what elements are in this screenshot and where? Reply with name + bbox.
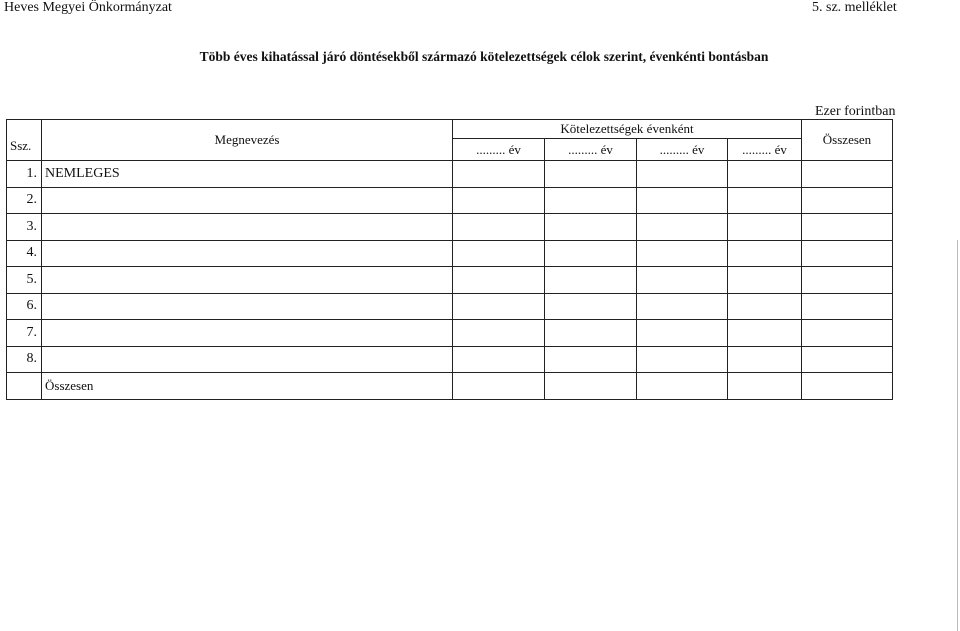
row-name <box>42 320 453 347</box>
total-cell <box>802 346 893 373</box>
value-cell <box>453 373 545 400</box>
row-name <box>42 293 453 320</box>
col-header-group: Kötelezettségek évenként <box>453 120 802 139</box>
row-number: 7. <box>7 320 42 347</box>
annex-number: 5. sz. melléklet <box>812 0 897 15</box>
value-cell <box>637 373 728 400</box>
row-number: 2. <box>7 187 42 214</box>
year-header: ......... év <box>453 139 545 161</box>
row-number: 8. <box>7 346 42 373</box>
total-cell <box>802 293 893 320</box>
value-cell <box>453 161 545 188</box>
value-cell <box>545 373 637 400</box>
row-name <box>42 346 453 373</box>
value-cell <box>637 187 728 214</box>
total-cell <box>802 373 893 400</box>
value-cell <box>545 240 637 267</box>
total-cell <box>802 161 893 188</box>
scan-edge-line <box>957 240 958 631</box>
table-row <box>7 187 893 214</box>
row-name <box>42 267 453 294</box>
total-cell <box>802 240 893 267</box>
year-header: ......... év <box>545 139 637 161</box>
row-number: 5. <box>7 267 42 294</box>
table-row <box>7 320 893 347</box>
row-number: 4. <box>7 240 42 267</box>
row-number: 1. <box>7 161 42 188</box>
row-name <box>42 214 453 241</box>
value-cell <box>728 373 802 400</box>
table-row <box>7 267 893 294</box>
year-header: ......... év <box>637 139 728 161</box>
col-header-name: Megnevezés <box>42 120 453 161</box>
table-row <box>7 214 893 241</box>
table-row <box>7 240 893 267</box>
total-cell <box>802 267 893 294</box>
value-cell <box>453 240 545 267</box>
value-cell <box>453 214 545 241</box>
table-row <box>7 161 893 188</box>
value-cell <box>637 240 728 267</box>
value-cell <box>728 320 802 347</box>
value-cell <box>728 214 802 241</box>
organization-name: Heves Megyei Önkormányzat <box>4 0 172 15</box>
row-name <box>42 187 453 214</box>
value-cell <box>453 293 545 320</box>
row-number: 6. <box>7 293 42 320</box>
value-cell <box>637 161 728 188</box>
value-cell <box>545 346 637 373</box>
value-cell <box>453 320 545 347</box>
value-cell <box>453 267 545 294</box>
table-row <box>7 293 893 320</box>
value-cell <box>545 320 637 347</box>
document-title: Több éves kihatással járó döntésekből származó kötelezettségek célok szerint, évenkénti bontásban <box>199 49 769 64</box>
total-row <box>7 373 893 400</box>
value-cell <box>637 214 728 241</box>
obligations-table <box>6 119 893 400</box>
value-cell <box>545 161 637 188</box>
value-cell <box>453 187 545 214</box>
value-cell <box>728 187 802 214</box>
total-row-number <box>7 373 42 400</box>
value-cell <box>637 320 728 347</box>
total-cell <box>802 320 893 347</box>
col-header-ssz: Ssz. <box>7 120 42 161</box>
value-cell <box>453 346 545 373</box>
row-name <box>42 240 453 267</box>
table-row <box>7 346 893 373</box>
value-cell <box>728 267 802 294</box>
year-header: ......... év <box>728 139 802 161</box>
value-cell <box>728 240 802 267</box>
value-cell <box>637 267 728 294</box>
value-cell <box>637 346 728 373</box>
col-header-total: Összesen <box>802 120 893 161</box>
total-cell <box>802 214 893 241</box>
row-number: 3. <box>7 214 42 241</box>
value-cell <box>728 346 802 373</box>
value-cell <box>545 267 637 294</box>
value-cell <box>728 161 802 188</box>
total-cell <box>802 187 893 214</box>
value-cell <box>545 293 637 320</box>
value-cell <box>728 293 802 320</box>
value-cell <box>545 187 637 214</box>
total-row-label: Összesen <box>42 373 453 400</box>
value-cell <box>545 214 637 241</box>
row-name: NEMLEGES <box>42 161 453 188</box>
unit-label: Ezer forintban <box>815 104 896 119</box>
value-cell <box>637 293 728 320</box>
